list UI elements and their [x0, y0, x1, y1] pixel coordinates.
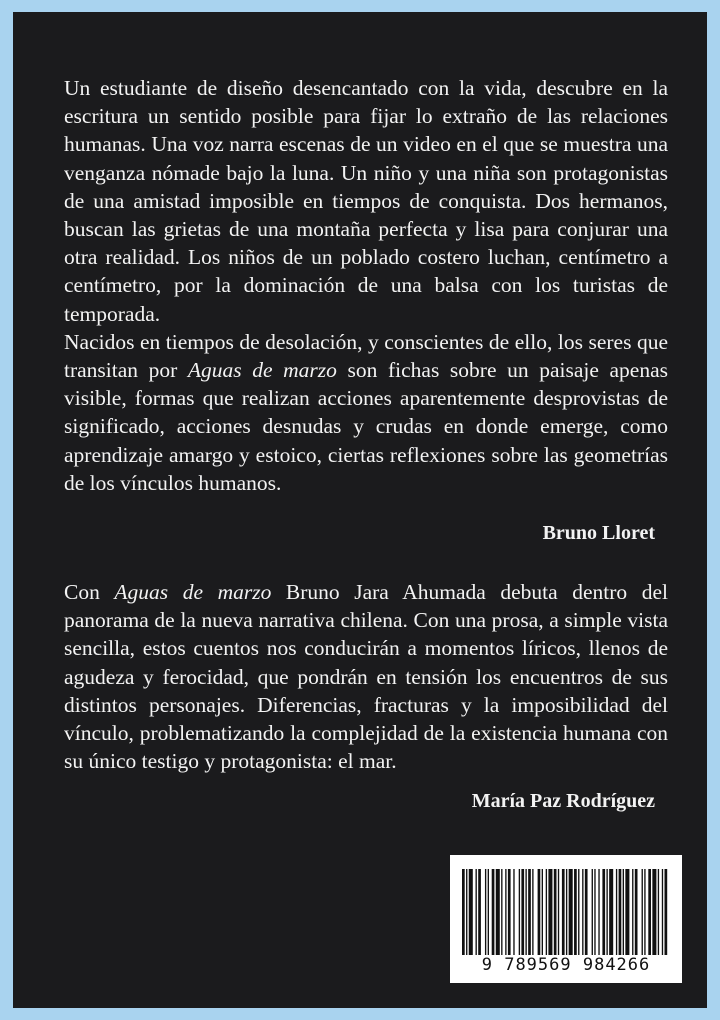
barcode-bar [582, 869, 583, 955]
synopsis-paragraph-2-end: son fichas sobre un paisaje apenas visible, formas que realizan acciones aparentemente desprovistas de significado, acciones desnudas y crudas en donde emerge, como aprendizaje amargo y estoico, ciertas reflexiones sobre las geometrías de los vínculos humanos. [64, 358, 668, 495]
barcode-bar [658, 869, 659, 955]
barcode-bar [602, 869, 605, 955]
barcode-bar [578, 869, 579, 955]
review-paragraph [64, 578, 668, 775]
barcode-bar [488, 869, 489, 955]
barcode-bar [521, 869, 524, 955]
barcode-bar [606, 869, 607, 955]
barcode-bar [592, 869, 593, 955]
barcode-bar [648, 869, 651, 955]
barcode-bars [460, 869, 672, 955]
barcode-bar [492, 869, 495, 955]
barcode-bar [501, 869, 502, 955]
review-start: Con [64, 580, 115, 604]
barcode-bar [623, 869, 624, 955]
barcode-bar [519, 869, 520, 955]
synopsis-text [64, 74, 668, 497]
barcode-bar [566, 869, 567, 955]
synopsis-paragraph-1: Un estudiante de diseño desencantado con la vida, descubre en la escritura un sentido posible para fijar lo extraño de las relaciones humanas. Una voz narra escenas de un video en el que se muestra una venganza nómade bajo la luna. Un niño y una niña son protagonistas de una amistad imposible en tiempos de conquista. Dos hermanos, buscan las grietas de una montaña perfecta y lisa para conjurar una otra realidad. Los niños de un poblado costero luchan, centímetro a centímetro, por la dominación de una balsa con los turistas de temporada. [64, 76, 668, 326]
barcode-bar [652, 869, 656, 955]
barcode-bar [525, 869, 526, 955]
barcode-bar [609, 869, 613, 955]
barcode-bar [644, 869, 645, 955]
review-text [64, 578, 668, 775]
barcode-bar [548, 869, 552, 955]
barcode-bar [562, 869, 565, 955]
barcode-bar [532, 869, 533, 955]
barcode-bar [558, 869, 559, 955]
back-cover [13, 12, 707, 1008]
barcode-bar [594, 869, 595, 955]
review-end: Bruno Jara Ahumada debuta dentro del panorama de la nueva narrativa chilena. Con una prosa, a simple vista sencilla, estos cuentos nos conducirán a momentos líricos, llenos de agudeza y ferocidad, que pondrán en tensión los encuentros de sus distintos personajes. Diferencias, fracturas y la imposibilidad del vínculo, problematizando la complejidad de la existencia humana con su único testigo y protagonista: el mar. [64, 580, 668, 774]
barcode-bar [625, 869, 629, 955]
barcode-bar [662, 869, 663, 955]
barcode-bar [505, 869, 506, 955]
barcode-bar [485, 869, 486, 955]
barcode-bar [574, 869, 577, 955]
barcode-bar [635, 869, 638, 955]
barcode-bar [546, 869, 547, 955]
barcode-bar [616, 869, 617, 955]
barcode-bar [478, 869, 481, 955]
barcode-bar [466, 869, 467, 955]
barcode-bar [598, 869, 599, 955]
barcode-bar [528, 869, 531, 955]
book-title-italic: Aguas de marzo [187, 358, 337, 383]
barcode-bar [513, 869, 514, 955]
barcode-bar [642, 869, 643, 955]
book-title-italic: Aguas de marzo [114, 580, 272, 604]
barcode-bar [542, 869, 543, 955]
barcode-bar [508, 869, 511, 955]
barcode-bar [585, 869, 588, 955]
barcode-bar [569, 869, 573, 955]
review-signature: María Paz Rodríguez [471, 790, 655, 812]
synopsis-paragraph-2 [64, 328, 668, 497]
barcode-bar [462, 869, 465, 955]
synopsis-signature: Bruno Lloret [542, 522, 655, 544]
barcode-bar [554, 869, 557, 955]
barcode-bar [476, 869, 477, 955]
barcode [450, 855, 682, 983]
synopsis-paragraph-2-start: Nacidos en tiempos de desolación, y conscientes de ello, los seres que transitan por [64, 329, 668, 383]
barcode-bar [632, 869, 633, 955]
barcode-bar [538, 869, 541, 955]
barcode-bar [619, 869, 622, 955]
barcode-bar [665, 869, 668, 955]
barcode-bar [469, 869, 473, 955]
isbn-number: 9 789569 984266 [481, 955, 651, 975]
barcode-bar [496, 869, 500, 955]
